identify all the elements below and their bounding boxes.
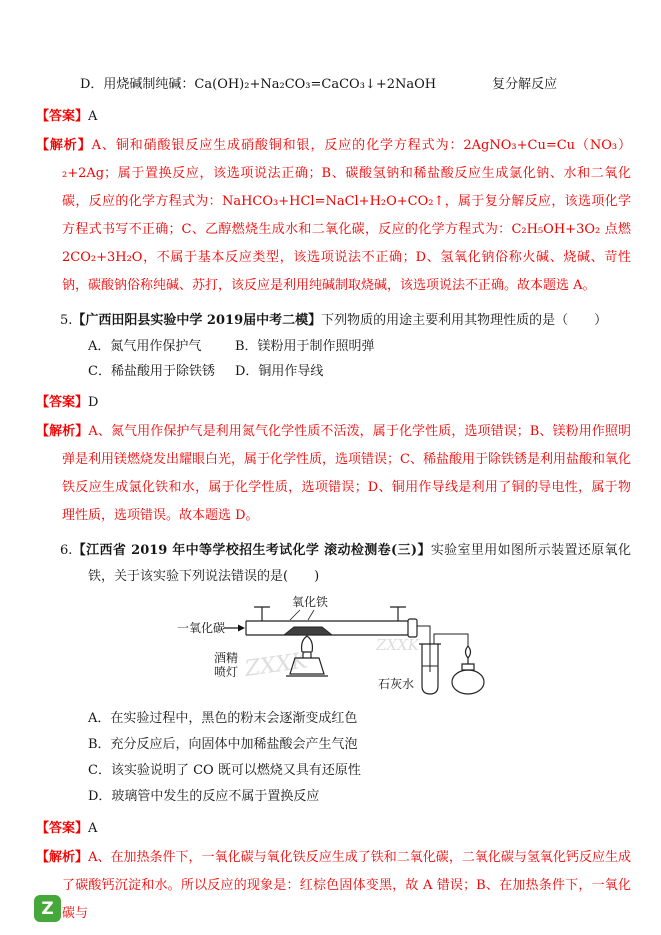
analysis-label: 【解析】 — [36, 850, 89, 865]
blast-lamp-label-line1: 酒精 — [214, 651, 239, 665]
q5-analysis-text: A、氮气用作保护气是利用氮气化学性质不活泼，属于化学性质，选项错误；B、镁粉用作照明弹是利用镁燃烧发出耀眼白光，属于化学性质，选项错误；C、稀盐酸用于除铁锈是利用盐酸和氧化铁反应生成氯化铁和水，属于化学性质，选项错误；D、铜用作导线是利用了铜的导电性，属于物理性质，选项错误。故本题选 D。 — [62, 424, 631, 523]
q5-answer-value: D — [88, 395, 99, 410]
zxxk-logo — [34, 895, 61, 922]
answer-label: 【答案】 — [36, 395, 89, 410]
q5-option-c: C．稀盐酸用于除铁锈 — [88, 364, 215, 379]
q5-options-row-1 — [88, 334, 631, 359]
q4-option-d-text: D．用烧碱制纯碱：Ca(OH)₂+Na₂CO₃=CaCO₃↓+2NaOH — [80, 77, 437, 92]
q6-option-a: A．在实验过程中，黑色的粉末会逐渐变成红色 — [88, 711, 358, 726]
q6-stem — [36, 538, 631, 590]
q5-option-d: D．铜用作导线 — [235, 364, 324, 379]
alcohol-lamp-body — [452, 670, 484, 694]
q6-figure — [176, 594, 496, 706]
q4-option-d-row — [80, 72, 631, 98]
iron-oxide-powder — [284, 627, 332, 635]
q5-stem — [36, 308, 631, 334]
q6-number: 6. — [60, 543, 73, 558]
q6-answer-value: A — [88, 821, 98, 836]
label-leader-lines — [290, 610, 314, 620]
gas-flow-arrowhead — [238, 625, 245, 632]
q5-answer-row — [36, 390, 631, 416]
q5-analysis — [36, 418, 631, 530]
co-label: 一氧化碳 — [177, 621, 226, 635]
limewater-label: 石灰水 — [378, 677, 415, 691]
q5-option-b: B．镁粉用于制作照明弹 — [235, 339, 375, 354]
q4-analysis-text: A、铜和硝酸银反应生成硝酸铜和银，反应的化学方程式为：2AgNO₃+Cu=Cu（NO₃）₂+2Ag；属于置换反应，该选项说法正确；B、碳酸氢钠和稀盐酸反应生成氯化钠、水和二氧化碳，反应的化学方程式为：NaHCO₃+HCl=NaCl+H₂O+CO₂↑，属于复分解反应，该选项化学方程式书写不正确；C、乙醇燃烧生成水和二氧化碳，反应的化学方程式为：C₂H₅OH+3O₂ 点燃 2CO₂+3H₂O，不属于基本反应类型，该选项说法不正确；D、氢氧化钠俗称火碱、烧碱、苛性钠，碳酸钠俗称纯碱、苏打，该反应是利用纯碱制取烧碱，该选项说法不正确。故本题选 A。 — [62, 138, 631, 293]
rubber-stopper — [408, 619, 417, 637]
analysis-label: 【解析】 — [36, 138, 92, 153]
tail-gas-flame — [466, 646, 471, 658]
answer-label: 【答案】 — [36, 821, 89, 836]
analysis-label: 【解析】 — [36, 424, 89, 439]
zxxk-logo-letter: Z — [41, 898, 54, 919]
q4-analysis — [36, 132, 631, 300]
clamp-right-icon — [390, 607, 406, 621]
q6-answer-row — [36, 816, 631, 842]
watermark-text: ZXXK — [243, 648, 310, 682]
q6-option-d: D．玻璃管中发生的反应不属于置换反应 — [88, 789, 320, 804]
q4-option-d-reaction-type: 复分解反应 — [492, 77, 558, 92]
alcohol-lamp-neck — [462, 658, 474, 670]
answer-label: 【答案】 — [36, 109, 89, 124]
q5-option-a: A．氮气用作保护气 — [88, 339, 202, 354]
apparatus-diagram — [176, 594, 496, 706]
q6-option-c: C．该实验说明了 CO 既可以燃烧又具有还原性 — [88, 763, 361, 778]
q4-answer-value: A — [88, 109, 98, 124]
q6-source: 【江西省 2019 年中等学校招生考试化学 滚动检测卷(三)】 — [72, 543, 431, 558]
q6-analysis-text: A、在加热条件下，一氧化碳与氧化铁反应生成了铁和二氧化碳，二氧化碳与氢氧化钙反应生成了碳酸钙沉淀和水。所以反应的现象是：红棕色固体变黑，故 A 错误；B、在加热条件下，一氧化碳与 — [62, 850, 631, 921]
blast-lamp-label-line2: 喷灯 — [214, 665, 239, 679]
q6-stem-text: 实验室里用如图所示装置还原氧化铁，关于该实验下列说法错误的是( ) — [88, 543, 631, 584]
q4-answer-row — [36, 104, 631, 130]
q6-option-b: B．充分反应后，向固体中加稀盐酸会产生气泡 — [88, 737, 358, 752]
q5-options-row-2 — [88, 359, 631, 384]
diagram-watermark — [242, 636, 419, 682]
q5-stem-text: 下列物质的用途主要利用其物理性质的是（ ） — [321, 313, 608, 328]
q6-analysis — [36, 844, 631, 928]
q5-number: 5. — [60, 313, 73, 328]
watermark-text: ZXXK — [376, 636, 419, 654]
q5-source: 【广西田阳县实验中学 2019届中考二模】 — [72, 313, 322, 328]
clamp-left-icon — [254, 607, 270, 621]
iron-oxide-label: 氧化铁 — [292, 595, 329, 609]
